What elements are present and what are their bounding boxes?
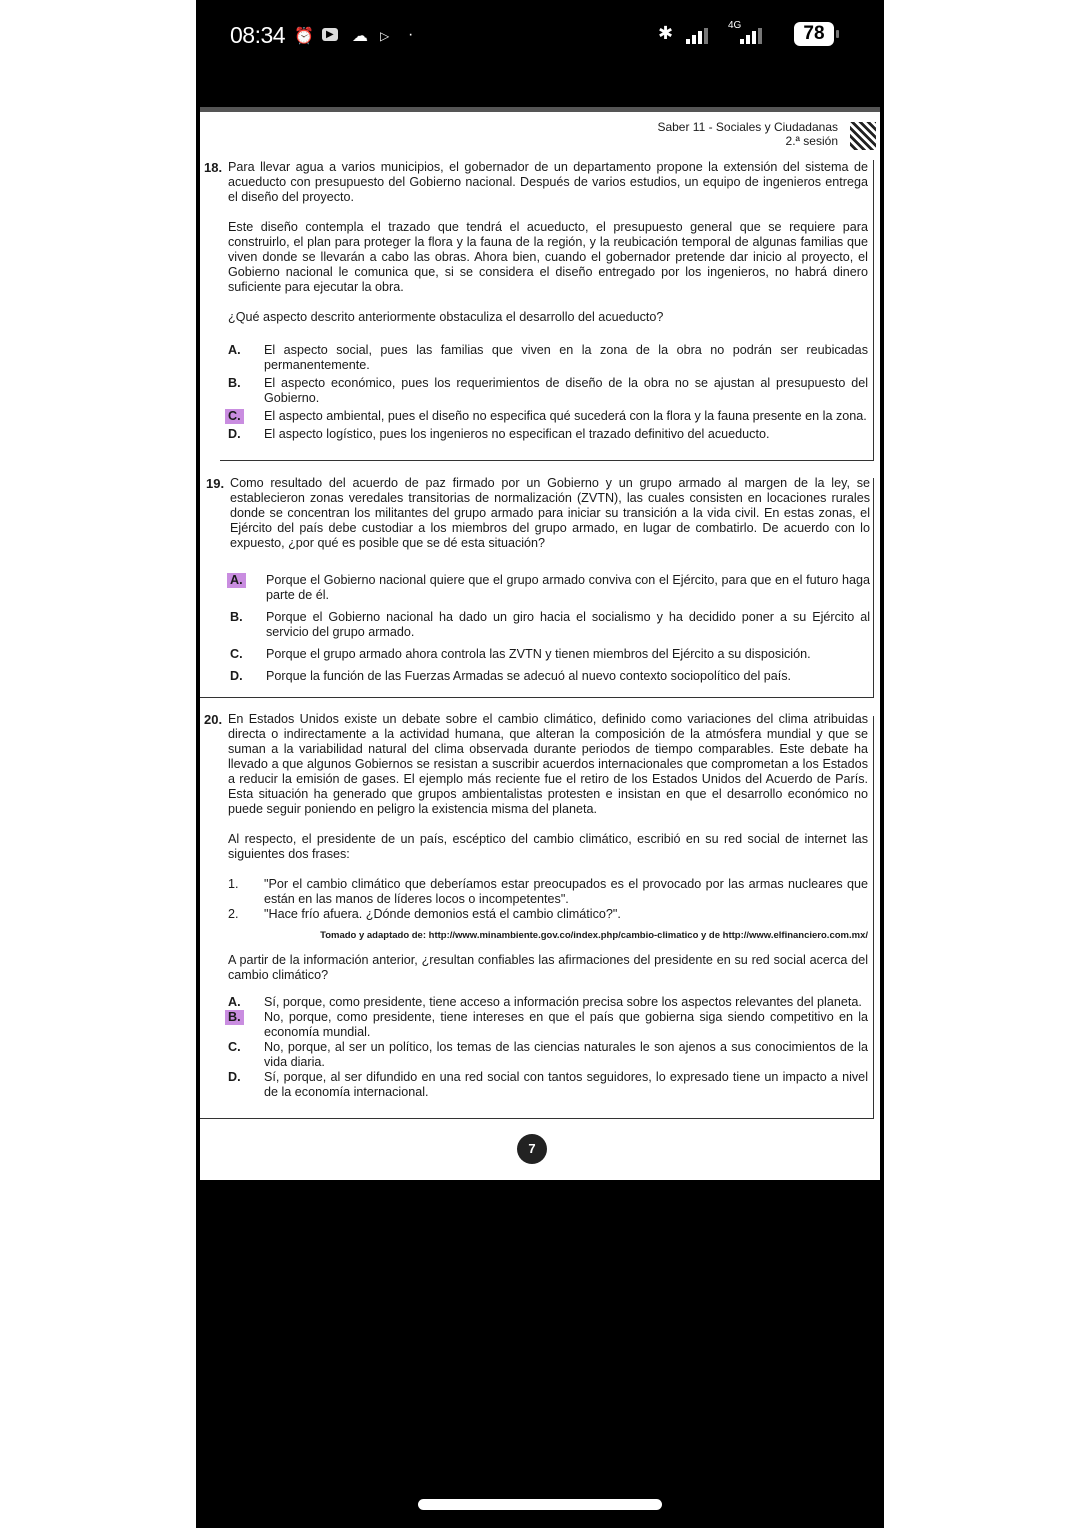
option-a[interactable] bbox=[230, 573, 870, 603]
clock: 08:34 bbox=[230, 22, 286, 48]
question-prompt: ¿Qué aspecto descrito anteriormente obstaculiza el desarrollo del acueducto? bbox=[228, 310, 664, 324]
option-d[interactable] bbox=[228, 1070, 868, 1100]
dot-icon: · bbox=[408, 26, 414, 43]
option-text: El aspecto económico, pues los requerimientos de diseño de la obra no se ajustan al presupuesto del Gobierno. bbox=[264, 376, 868, 405]
option-letter: D. bbox=[228, 427, 241, 441]
option-text: El aspecto ambiental, pues el diseño no especifica qué sucederá con la flora y la fauna presente en la zona. bbox=[264, 409, 867, 423]
header-session: 2.ª sesión bbox=[785, 134, 838, 148]
question-number: 18. bbox=[204, 160, 223, 175]
option-c[interactable] bbox=[228, 409, 868, 424]
option-letter: C. bbox=[230, 647, 243, 661]
question-prompt: A partir de la información anterior, ¿resultan confiables las afirmaciones del presidente en su red social acerca del cambio climático? bbox=[228, 953, 868, 982]
bluetooth-icon: ✱ bbox=[658, 23, 674, 43]
cloud-icon: ☁ bbox=[352, 28, 368, 45]
question-20 bbox=[204, 712, 868, 1100]
quote-text: "Hace frío afuera. ¿Dónde demonios está el cambio climático?". bbox=[264, 907, 621, 921]
question-number: 19. bbox=[206, 476, 225, 491]
option-text: Porque el Gobierno nacional quiere que el grupo armado conviva con el Ejército, para que en el futuro haga parte de él. bbox=[266, 573, 870, 602]
question-number: 20. bbox=[204, 712, 223, 727]
status-bar bbox=[230, 20, 850, 52]
network-type: 4G bbox=[728, 20, 742, 31]
option-d[interactable] bbox=[228, 427, 868, 442]
option-text: Porque la función de las Fuerzas Armadas se adecuó al nuevo contexto sociopolítico del país. bbox=[266, 669, 792, 683]
quote-1 bbox=[228, 877, 868, 907]
option-text: No, porque, como presidente, tiene intereses en que el país que gobierna siga siendo competitivo en la economía mundial. bbox=[264, 1010, 868, 1039]
battery-indicator: 78 bbox=[794, 22, 834, 46]
question-paragraph: En Estados Unidos existe un debate sobre el cambio climático, definido como variaciones del clima atribuidas directa o indirectamente a la actividad humana, que alteran la composición de la atmósfera mundial y que se suman a la variabilidad natural del clima observada durante periodos de tiempo comparables. Este debate ha llevado a que algunos Gobiernos se resistan a suscribir acuerdos internacionales que comprometan a los Estados a reducir la emisión de gases. El ejemplo más reciente fue el retiro de los Estados Unidos del Acuerdo de París. Esta situación ha generado que grupos ambientalistas protesten e insistan en que el desarrollo económico no puede seguir poniendo en peligro la existencia misma del planeta. bbox=[228, 712, 868, 816]
quote-number: 1. bbox=[228, 877, 239, 891]
option-letter: C. bbox=[228, 1040, 241, 1054]
signal-icon-2 bbox=[740, 28, 762, 44]
page-number: 7 bbox=[517, 1134, 547, 1164]
option-letter: B. bbox=[228, 376, 241, 390]
option-letter: D. bbox=[230, 669, 243, 683]
option-letter: D. bbox=[228, 1070, 241, 1084]
quote-2 bbox=[228, 907, 868, 922]
alarm-icon: ⏰ bbox=[294, 28, 314, 45]
option-text: No, porque, al ser un político, los temas de las ciencias naturales le son ajenos a sus conocimientos de la vida diaria. bbox=[264, 1040, 868, 1069]
option-text: El aspecto social, pues las familias que viven en la zona de la obra no podrán ser reubicadas permanentemente. bbox=[264, 343, 868, 372]
question-paragraph: Para llevar agua a varios municipios, el gobernador de un departamento propone la extensión del sistema de acueducto con presupuesto del Gobierno nacional. Después de varios estudios, un equipo de ingenieros entrega el diseño del proyecto. bbox=[228, 160, 868, 204]
option-letter: B. bbox=[230, 610, 243, 624]
document-page[interactable] bbox=[200, 107, 880, 1180]
option-a[interactable] bbox=[228, 343, 868, 373]
option-letter-highlighted: C. bbox=[225, 409, 244, 424]
option-c[interactable] bbox=[228, 1040, 868, 1070]
question-paragraph: Este diseño contempla el trazado que tendrá el acueducto, el presupuesto general que se requiere para construirlo, el plan para proteger la flora y la fauna de la región, y la reubicación temporal de algunas familias que viven donde se llevarán a cabo las obras. Ahora bien, cuando el gobernador pretende dar inicio al proyecto, el Gobierno nacional le comunica que, si se considera el diseño entregado por los ingenieros, no habrá dinero suficiente para ejecutar la obra. bbox=[228, 220, 868, 294]
play-store-icon: ▷ bbox=[380, 29, 390, 43]
phone-screen bbox=[196, 0, 884, 1528]
option-text: El aspecto logístico, pues los ingenieros no especifican el trazado definitivo del acueducto. bbox=[264, 427, 770, 441]
option-b[interactable] bbox=[228, 376, 868, 406]
battery-tip bbox=[836, 30, 839, 38]
option-b[interactable] bbox=[230, 610, 870, 640]
option-b[interactable] bbox=[228, 1010, 868, 1040]
option-letter: A. bbox=[228, 343, 241, 357]
option-letter-highlighted: A. bbox=[227, 573, 246, 588]
signal-icon bbox=[686, 28, 708, 44]
youtube-icon: ▶ bbox=[322, 28, 338, 41]
option-text: Porque el Gobierno nacional ha dado un giro hacia el socialismo y ha decidido poner a su Ejército al servicio del grupo armado. bbox=[266, 610, 870, 639]
page-header bbox=[657, 120, 838, 148]
question-18 bbox=[204, 160, 868, 442]
quote-text: "Por el cambio climático que deberíamos estar preocupados es el provocado por las armas nucleares que están en las manos de líderes locos o incompetentes". bbox=[264, 877, 868, 906]
option-text: Porque el grupo armado ahora controla las ZVTN y tienen miembros del Ejército a su disposición. bbox=[266, 647, 811, 661]
option-letter: A. bbox=[228, 995, 241, 1009]
quote-number: 2. bbox=[228, 907, 239, 921]
home-indicator[interactable] bbox=[418, 1499, 662, 1510]
option-text: Sí, porque, como presidente, tiene acceso a información precisa sobre los aspectos relevantes del planeta. bbox=[264, 995, 862, 1009]
source-citation: Tomado y adaptado de: http://www.minambiente.gov.co/index.php/cambio-climatico y de http://www.elfinanciero.com.mx/ bbox=[320, 930, 868, 941]
question-19 bbox=[206, 476, 870, 684]
icfes-logo bbox=[850, 122, 876, 150]
header-title: Saber 11 - Sociales y Ciudadanas bbox=[657, 120, 838, 134]
option-a[interactable] bbox=[228, 995, 868, 1010]
option-letter-highlighted: B. bbox=[225, 1010, 244, 1025]
option-d[interactable] bbox=[230, 669, 870, 684]
option-c[interactable] bbox=[230, 647, 870, 662]
question-paragraph: Como resultado del acuerdo de paz firmado por un Gobierno y un grupo armado al margen de la ley, se establecieron zonas veredales transitorias de normalización (ZVTN), las cuales consisten en locaciones rurales donde se concentran los militantes del grupo armado para iniciar su transición a la vida civil. En estas zonas, el Ejército del país debe custodiar a los miembros del grupo armado, en lugar de combatirlo. De acuerdo con lo expuesto, ¿por qué es posible que se dé esta situación? bbox=[230, 476, 870, 550]
option-text: Sí, porque, al ser difundido en una red social con tantos seguidores, lo expresado tiene un impacto a nivel de la economía internacional. bbox=[264, 1070, 868, 1099]
question-paragraph: Al respecto, el presidente de un país, escéptico del cambio climático, escribió en su red social de internet las siguientes dos frases: bbox=[228, 832, 868, 861]
